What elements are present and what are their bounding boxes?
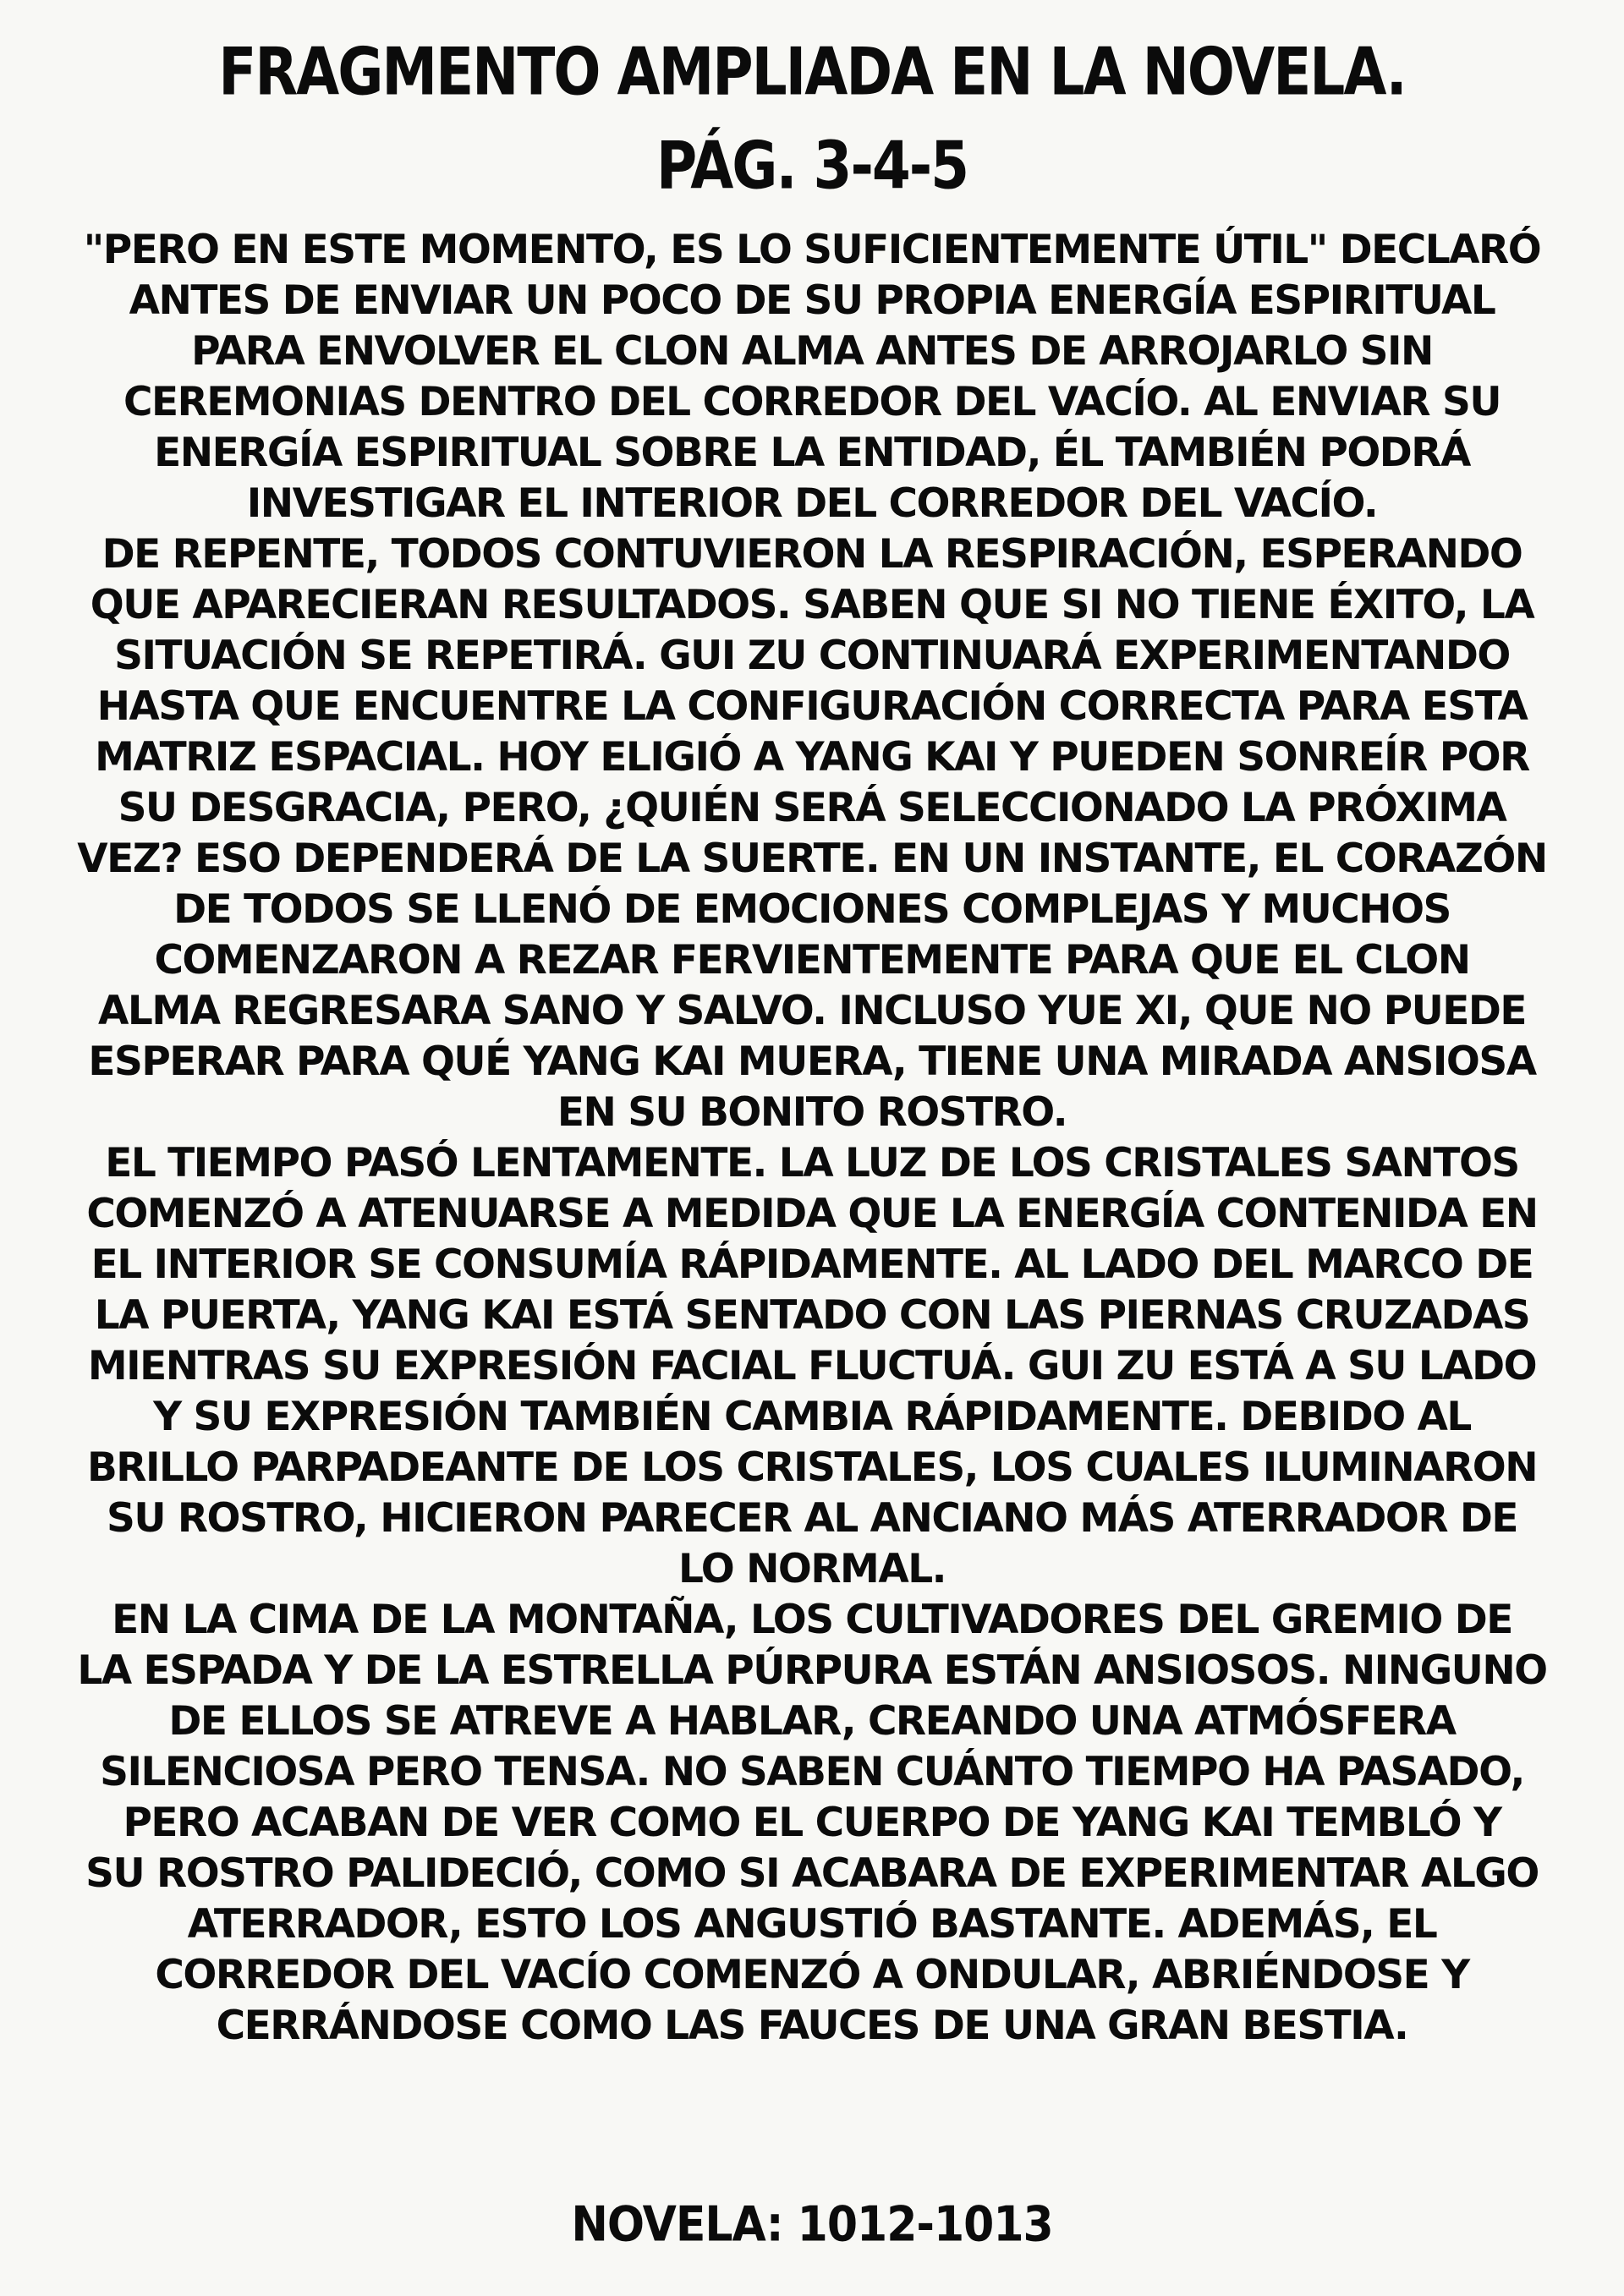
- text-line: MIENTRAS SU EXPRESIÓN FACIAL FLUCTUÁ. GUI ZU ESTÁ A SU LADO: [87, 1343, 1537, 1389]
- text-line: ALMA REGRESARA SANO Y SALVO. INCLUSO YUE XI, QUE NO PUEDE: [98, 988, 1526, 1034]
- novel-excerpt-body: [25, 225, 1599, 2052]
- text-line: QUE APARECIERAN RESULTADOS. SABEN QUE SI NO TIENE ÉXITO, LA: [90, 582, 1534, 628]
- text-line: CEREMONIAS DENTRO DEL CORREDOR DEL VACÍO. AL ENVIAR SU: [123, 379, 1501, 425]
- text-line: SU ROSTRO, HICIERON PARECER AL ANCIANO MÁS ATERRADOR DE: [106, 1495, 1518, 1542]
- text-line: SU DESGRACIA, PERO, ¿QUIÉN SERÁ SELECCIONADO LA PRÓXIMA: [118, 785, 1506, 831]
- page-title: [0, 25, 1624, 213]
- text-line: DE TODOS SE LLENÓ DE EMOCIONES COMPLEJAS Y MUCHOS: [173, 886, 1451, 933]
- text-line: ATERRADOR, ESTO LOS ANGUSTIÓ BASTANTE. ADEMÁS, EL: [187, 1901, 1437, 1948]
- text-line: INVESTIGAR EL INTERIOR DEL CORREDOR DEL VACÍO.: [246, 480, 1378, 527]
- text-line: EL TIEMPO PASÓ LENTAMENTE. LA LUZ DE LOS CRISTALES SANTOS: [105, 1140, 1519, 1186]
- text-line: SILENCIOSA PERO TENSA. NO SABEN CUÁNTO TIEMPO HA PASADO,: [100, 1749, 1524, 1795]
- text-line: HASTA QUE ENCUENTRE LA CONFIGURACIÓN CORRECTA PARA ESTA: [96, 683, 1528, 730]
- text-line: SITUACIÓN SE REPETIRÁ. GUI ZU CONTINUARÁ EXPERIMENTANDO: [114, 633, 1510, 679]
- text-line: EL INTERIOR SE CONSUMÍA RÁPIDAMENTE. AL LADO DEL MARCO DE: [91, 1241, 1533, 1288]
- text-line: CORREDOR DEL VACÍO COMENZÓ A ONDULAR, ABRIÉNDOSE Y: [155, 1952, 1469, 1998]
- text-line: COMENZÓ A ATENUARSE A MEDIDA QUE LA ENERGÍA CONTENIDA EN: [86, 1191, 1538, 1237]
- text-line: SU ROSTRO PALIDECIÓ, COMO SI ACABARA DE EXPERIMENTAR ALGO: [85, 1850, 1539, 1897]
- text-line: PARA ENVOLVER EL CLON ALMA ANTES DE ARROJARLO SIN: [191, 328, 1433, 375]
- text-line: Y SU EXPRESIÓN TAMBIÉN CAMBIA RÁPIDAMENTE. DEBIDO AL: [153, 1394, 1471, 1440]
- text-line: DE ELLOS SE ATREVE A HABLAR, CREANDO UNA ATMÓSFERA: [168, 1698, 1456, 1745]
- text-line: ANTES DE ENVIAR UN POCO DE SU PROPIA ENERGÍA ESPIRITUAL: [129, 277, 1495, 324]
- text-line: VEZ? ESO DEPENDERÁ DE LA SUERTE. EN UN INSTANTE, EL CORAZÓN: [77, 836, 1547, 882]
- text-line: BRILLO PARPADEANTE DE LOS CRISTALES, LOS CUALES ILUMINARON: [86, 1444, 1538, 1491]
- text-line: LA ESPADA Y DE LA ESTRELLA PÚRPURA ESTÁN ANSIOSOS. NINGUNO: [77, 1647, 1547, 1694]
- text-line: MATRIZ ESPACIAL. HOY ELIGIÓ A YANG KAI Y PUEDEN SONREÍR POR: [95, 734, 1529, 781]
- text-line: LA PUERTA, YANG KAI ESTÁ SENTADO CON LAS PIERNAS CRUZADAS: [94, 1292, 1530, 1339]
- text-line: ENERGÍA ESPIRITUAL SOBRE LA ENTIDAD, ÉL TAMBIÉN PODRÁ: [154, 430, 1470, 476]
- novel-chapter-reference: NOVELA: 1012-1013: [571, 2197, 1053, 2253]
- page-title-line-2: PÁG. 3-4-5: [656, 127, 968, 205]
- text-line: EN LA CIMA DE LA MONTAÑA, LOS CULTIVADORES DEL GREMIO DE: [112, 1597, 1512, 1643]
- text-line: ESPERAR PARA QUÉ YANG KAI MUERA, TIENE UNA MIRADA ANSIOSA: [88, 1038, 1536, 1085]
- text-line: "PERO EN ESTE MOMENTO, ES LO SUFICIENTEMENTE ÚTIL" DECLARÓ: [83, 227, 1541, 273]
- text-line: COMENZARON A REZAR FERVIENTEMENTE PARA QUE EL CLON: [154, 937, 1470, 984]
- text-line: CERRÁNDOSE COMO LAS FAUCES DE UNA GRAN BESTIA.: [216, 2003, 1408, 2049]
- text-line: LO NORMAL.: [678, 1546, 946, 1592]
- text-line: DE REPENTE, TODOS CONTUVIERON LA RESPIRACIÓN, ESPERANDO: [102, 531, 1522, 578]
- text-line: EN SU BONITO ROSTRO.: [557, 1089, 1067, 1136]
- text-line: PERO ACABAN DE VER COMO EL CUERPO DE YANG KAI TEMBLÓ Y: [123, 1800, 1501, 1846]
- page-title-line-1: FRAGMENTO AMPLIADA EN LA NOVELA.: [218, 33, 1406, 111]
